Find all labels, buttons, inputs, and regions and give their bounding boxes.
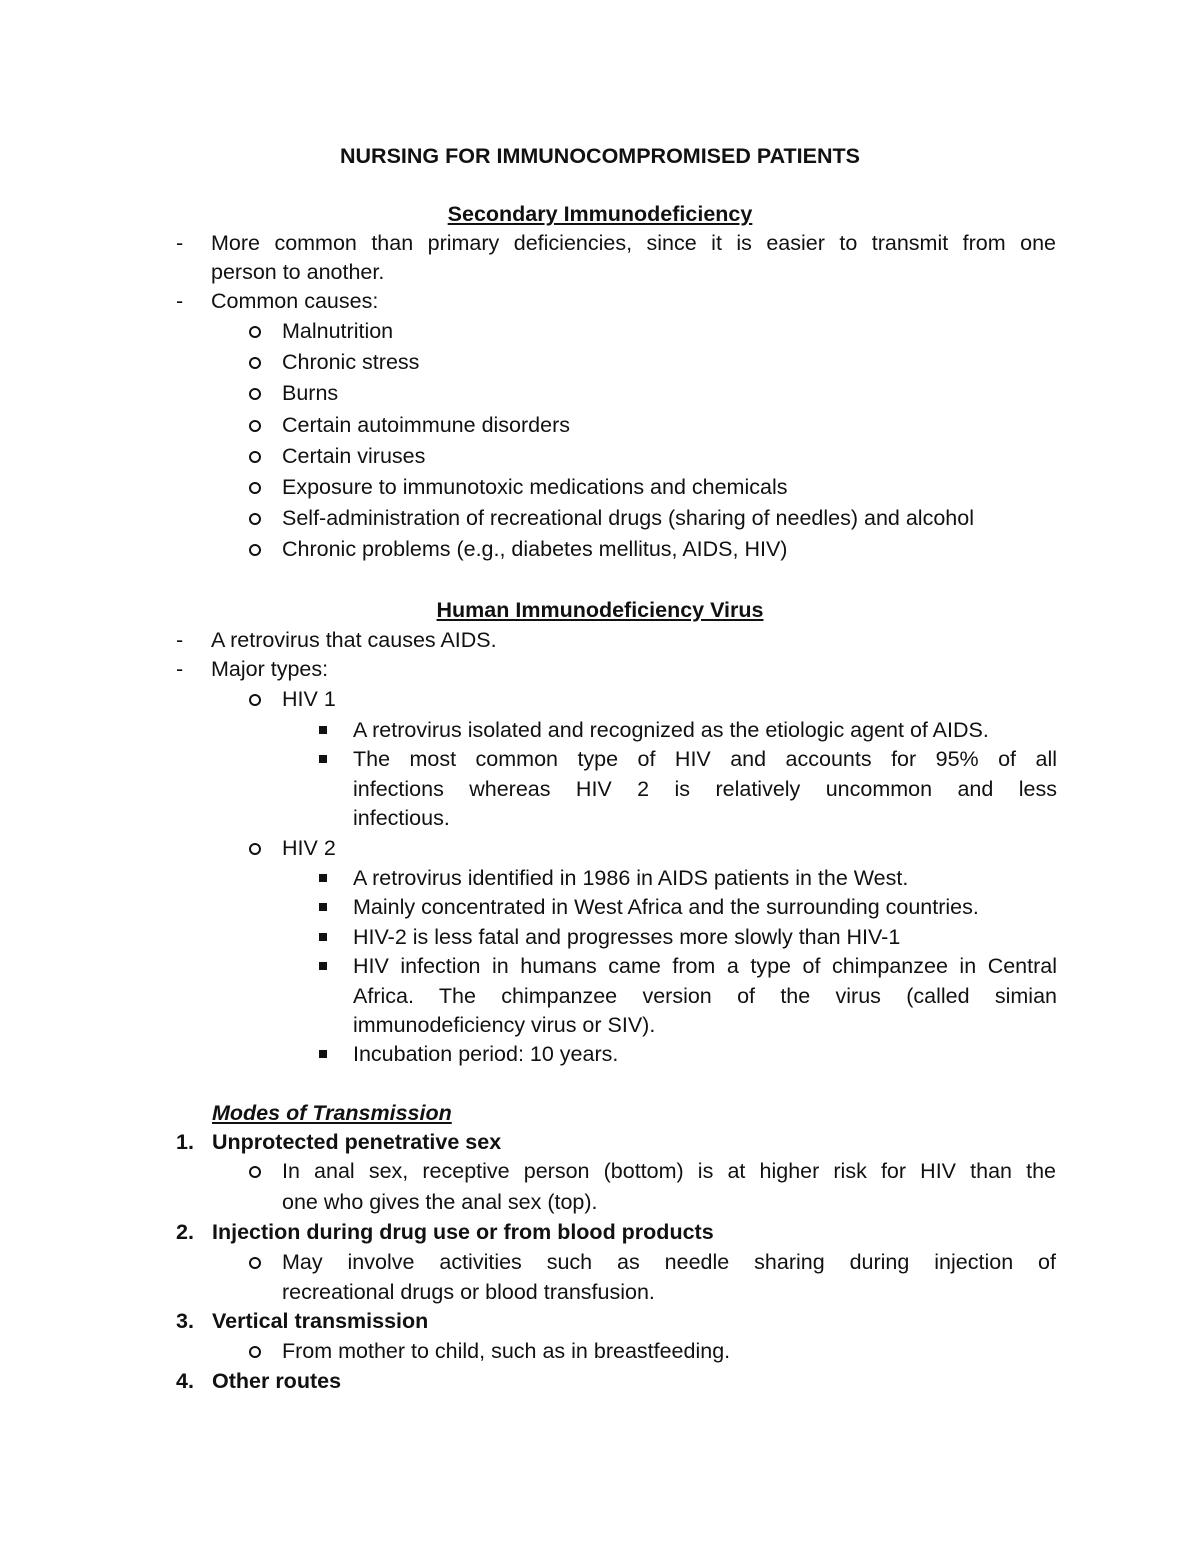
square-bullet-icon bbox=[319, 933, 327, 941]
dash-marker: - bbox=[176, 231, 184, 255]
cause-text: Certain autoimmune disorders bbox=[282, 413, 570, 437]
page-title: NURSING FOR IMMUNOCOMPROMISED PATIENTS bbox=[340, 144, 860, 168]
square-bullet-icon bbox=[319, 755, 327, 763]
circle-bullet-icon bbox=[249, 420, 261, 432]
cause-text: Self-administration of recreational drugs (sharing of needles) and alcohol bbox=[282, 506, 974, 530]
detail-text: The most common type of HIV and accounts for 95% of all bbox=[353, 747, 1057, 771]
cause-text: Burns bbox=[282, 381, 339, 405]
square-bullet-icon bbox=[319, 903, 327, 911]
heading-hiv: Human Immunodeficiency Virus bbox=[436, 598, 764, 622]
sub-item-text: May involve activities such as needle sharing during injection of bbox=[282, 1250, 1056, 1274]
item-number: 4. bbox=[176, 1369, 194, 1393]
item-text: More common than primary deficiencies, since it is easier to transmit from one bbox=[211, 231, 1056, 255]
heading-secondary-immunodeficiency: Secondary Immunodeficiency bbox=[447, 202, 753, 226]
circle-bullet-icon bbox=[249, 1166, 261, 1178]
detail-text: infectious. bbox=[353, 806, 450, 830]
detail-text: HIV infection in humans came from a type of chimpanzee in Central bbox=[353, 954, 1057, 978]
circle-bullet-icon bbox=[249, 1257, 261, 1269]
circle-bullet-icon bbox=[249, 482, 261, 494]
cause-text: Chronic problems (e.g., diabetes mellitus, AIDS, HIV) bbox=[282, 537, 788, 561]
sub-item-text: From mother to child, such as in breastfeeding. bbox=[282, 1339, 731, 1363]
square-bullet-icon bbox=[319, 1050, 327, 1058]
square-bullet-icon bbox=[319, 726, 327, 734]
item-text: Major types: bbox=[211, 657, 329, 681]
detail-text: A retrovirus isolated and recognized as the etiologic agent of AIDS. bbox=[353, 718, 989, 742]
item-text: Common causes: bbox=[211, 289, 379, 313]
item-title: Other routes bbox=[212, 1369, 342, 1393]
cause-text: Exposure to immunotoxic medications and chemicals bbox=[282, 475, 788, 499]
circle-bullet-icon bbox=[249, 451, 261, 463]
square-bullet-icon bbox=[319, 874, 327, 882]
item-title: Unprotected penetrative sex bbox=[212, 1130, 502, 1154]
circle-bullet-icon bbox=[249, 1346, 261, 1358]
item-title: Vertical transmission bbox=[212, 1309, 429, 1333]
detail-text: HIV-2 is less fatal and progresses more slowly than HIV-1 bbox=[353, 925, 901, 949]
cause-text: Chronic stress bbox=[282, 350, 420, 374]
detail-text: immunodeficiency virus or SIV). bbox=[353, 1013, 656, 1037]
cause-text: Certain viruses bbox=[282, 444, 426, 468]
detail-text: Mainly concentrated in West Africa and the surrounding countries. bbox=[353, 895, 979, 919]
circle-bullet-icon bbox=[249, 513, 261, 525]
sub-item-text: In anal sex, receptive person (bottom) is at higher risk for HIV than the bbox=[282, 1159, 1056, 1183]
item-number: 1. bbox=[176, 1130, 194, 1154]
dash-marker: - bbox=[176, 657, 184, 681]
sub-item-text: one who gives the anal sex (top). bbox=[282, 1190, 598, 1214]
circle-bullet-icon bbox=[249, 843, 261, 855]
heading-modes-of-transmission: Modes of Transmission bbox=[212, 1101, 452, 1125]
detail-text: Africa. The chimpanzee version of the virus (called simian bbox=[353, 984, 1057, 1008]
detail-text: Incubation period: 10 years. bbox=[353, 1042, 619, 1066]
cause-text: Malnutrition bbox=[282, 319, 394, 343]
circle-bullet-icon bbox=[249, 544, 261, 556]
circle-bullet-icon bbox=[249, 357, 261, 369]
item-number: 2. bbox=[176, 1220, 194, 1244]
item-text: person to another. bbox=[211, 260, 385, 284]
item-text: A retrovirus that causes AIDS. bbox=[211, 628, 497, 652]
dash-marker: - bbox=[176, 628, 184, 652]
dash-marker: - bbox=[176, 289, 184, 313]
square-bullet-icon bbox=[319, 962, 327, 970]
subtype-text: HIV 2 bbox=[282, 836, 336, 860]
item-number: 3. bbox=[176, 1309, 194, 1333]
subtype-text: HIV 1 bbox=[282, 687, 336, 711]
sub-item-text: recreational drugs or blood transfusion. bbox=[282, 1280, 655, 1304]
detail-text: A retrovirus identified in 1986 in AIDS patients in the West. bbox=[353, 866, 909, 890]
circle-bullet-icon bbox=[249, 326, 261, 338]
detail-text: infections whereas HIV 2 is relatively uncommon and less bbox=[353, 777, 1057, 801]
circle-bullet-icon bbox=[249, 694, 261, 706]
circle-bullet-icon bbox=[249, 388, 261, 400]
item-title: Injection during drug use or from blood products bbox=[212, 1220, 714, 1244]
